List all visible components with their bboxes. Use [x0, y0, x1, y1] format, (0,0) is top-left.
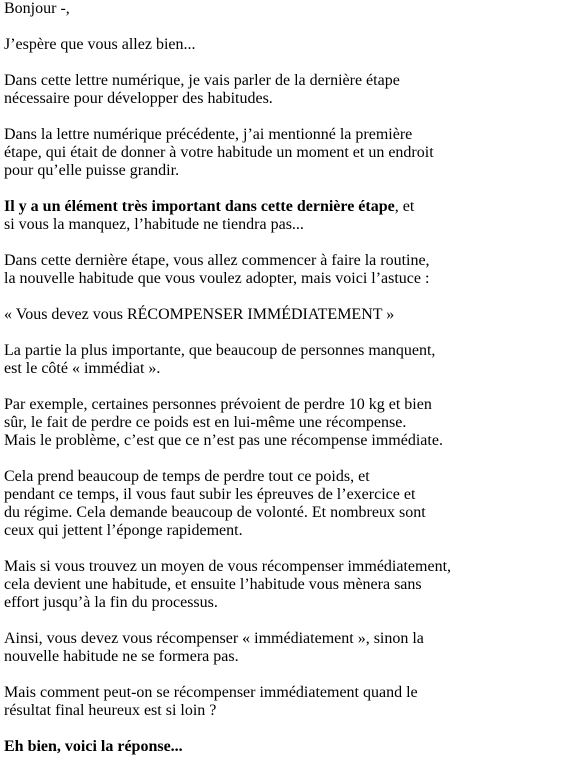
paragraph-8 [4, 558, 574, 612]
paragraph-line: La partie la plus importante, que beaucoup de personnes manquent, [4, 342, 436, 359]
paragraph-line [4, 198, 574, 216]
paragraph-2 [4, 126, 574, 180]
paragraph-3 [4, 198, 574, 234]
intro-line: J’espère que vous allez bien... [4, 36, 196, 53]
paragraph-line: ceux qui jettent l’éponge rapidement. [4, 522, 243, 539]
paragraph-line: pendant ce temps, il vous faut subir les épreuves de l’exercice et [4, 486, 416, 503]
paragraph-line: cela devient une habitude, et ensuite l’habitude vous mènera sans [4, 576, 422, 593]
paragraph-line: si vous la manquez, l’habitude ne tiendra pas... [4, 216, 304, 233]
paragraph-6 [4, 396, 574, 450]
quote-paragraph [4, 306, 574, 324]
paragraph-line: est le côté « immédiat ». [4, 360, 161, 377]
paragraph-line: effort jusqu’à la fin du processus. [4, 594, 218, 611]
paragraph-10 [4, 684, 574, 720]
paragraph-line: Dans la lettre numérique précédente, j’ai mentionné la première [4, 126, 413, 143]
paragraph-line: nécessaire pour développer des habitudes. [4, 90, 273, 107]
paragraph-9 [4, 630, 574, 666]
paragraph-line: sûr, le fait de perdre ce poids est en lui-même une récompense. [4, 414, 407, 431]
paragraph-5 [4, 342, 574, 378]
paragraph-line: Dans cette dernière étape, vous allez commencer à faire la routine, [4, 252, 430, 269]
greeting [4, 0, 574, 18]
paragraph-line: du régime. Cela demande beaucoup de volonté. Et nombreux sont [4, 504, 426, 521]
paragraph-line: Ainsi, vous devez vous récompenser « immédiatement », sinon la [4, 630, 424, 647]
paragraph-line: Mais comment peut-on se récompenser immédiatement quand le [4, 684, 418, 701]
paragraph-line: résultat final heureux est si loin ? [4, 702, 217, 719]
paragraph-line: nouvelle habitude ne se formera pas. [4, 648, 239, 665]
closing-text: Eh bien, voici la réponse... [4, 738, 183, 755]
paragraph-line: Dans cette lettre numérique, je vais parler de la dernière étape [4, 72, 400, 89]
paragraph-line: Mais le problème, c’est que ce n’est pas une récompense immédiate. [4, 432, 443, 449]
emphasis-text: Il y a un élément très important dans cette dernière étape [4, 198, 395, 215]
paragraph-line: Par exemple, certaines personnes prévoient de perdre 10 kg et bien [4, 396, 432, 413]
paragraph-7 [4, 468, 574, 540]
paragraph-line: étape, qui était de donner à votre habitude un moment et un endroit [4, 144, 434, 161]
paragraph-line: la nouvelle habitude que vous voulez adopter, mais voici l’astuce : [4, 270, 430, 287]
paragraph-line: Mais si vous trouvez un moyen de vous récompenser immédiatement, [4, 558, 452, 575]
paragraph-4 [4, 252, 574, 288]
paragraph-line: Cela prend beaucoup de temps de perdre tout ce poids, et [4, 468, 370, 485]
greeting-line: Bonjour -, [4, 0, 70, 17]
closing-paragraph [4, 738, 574, 756]
paragraph-line: pour qu’elle puisse grandir. [4, 162, 180, 179]
emphasis-trailing-text: , et [394, 198, 415, 215]
closing-line [4, 738, 574, 756]
intro-paragraph [4, 36, 574, 54]
quote-line: « Vous devez vous RÉCOMPENSER IMMÉDIATEMENT » [4, 306, 395, 323]
paragraph-1 [4, 72, 574, 108]
letter-body [4, 0, 574, 774]
